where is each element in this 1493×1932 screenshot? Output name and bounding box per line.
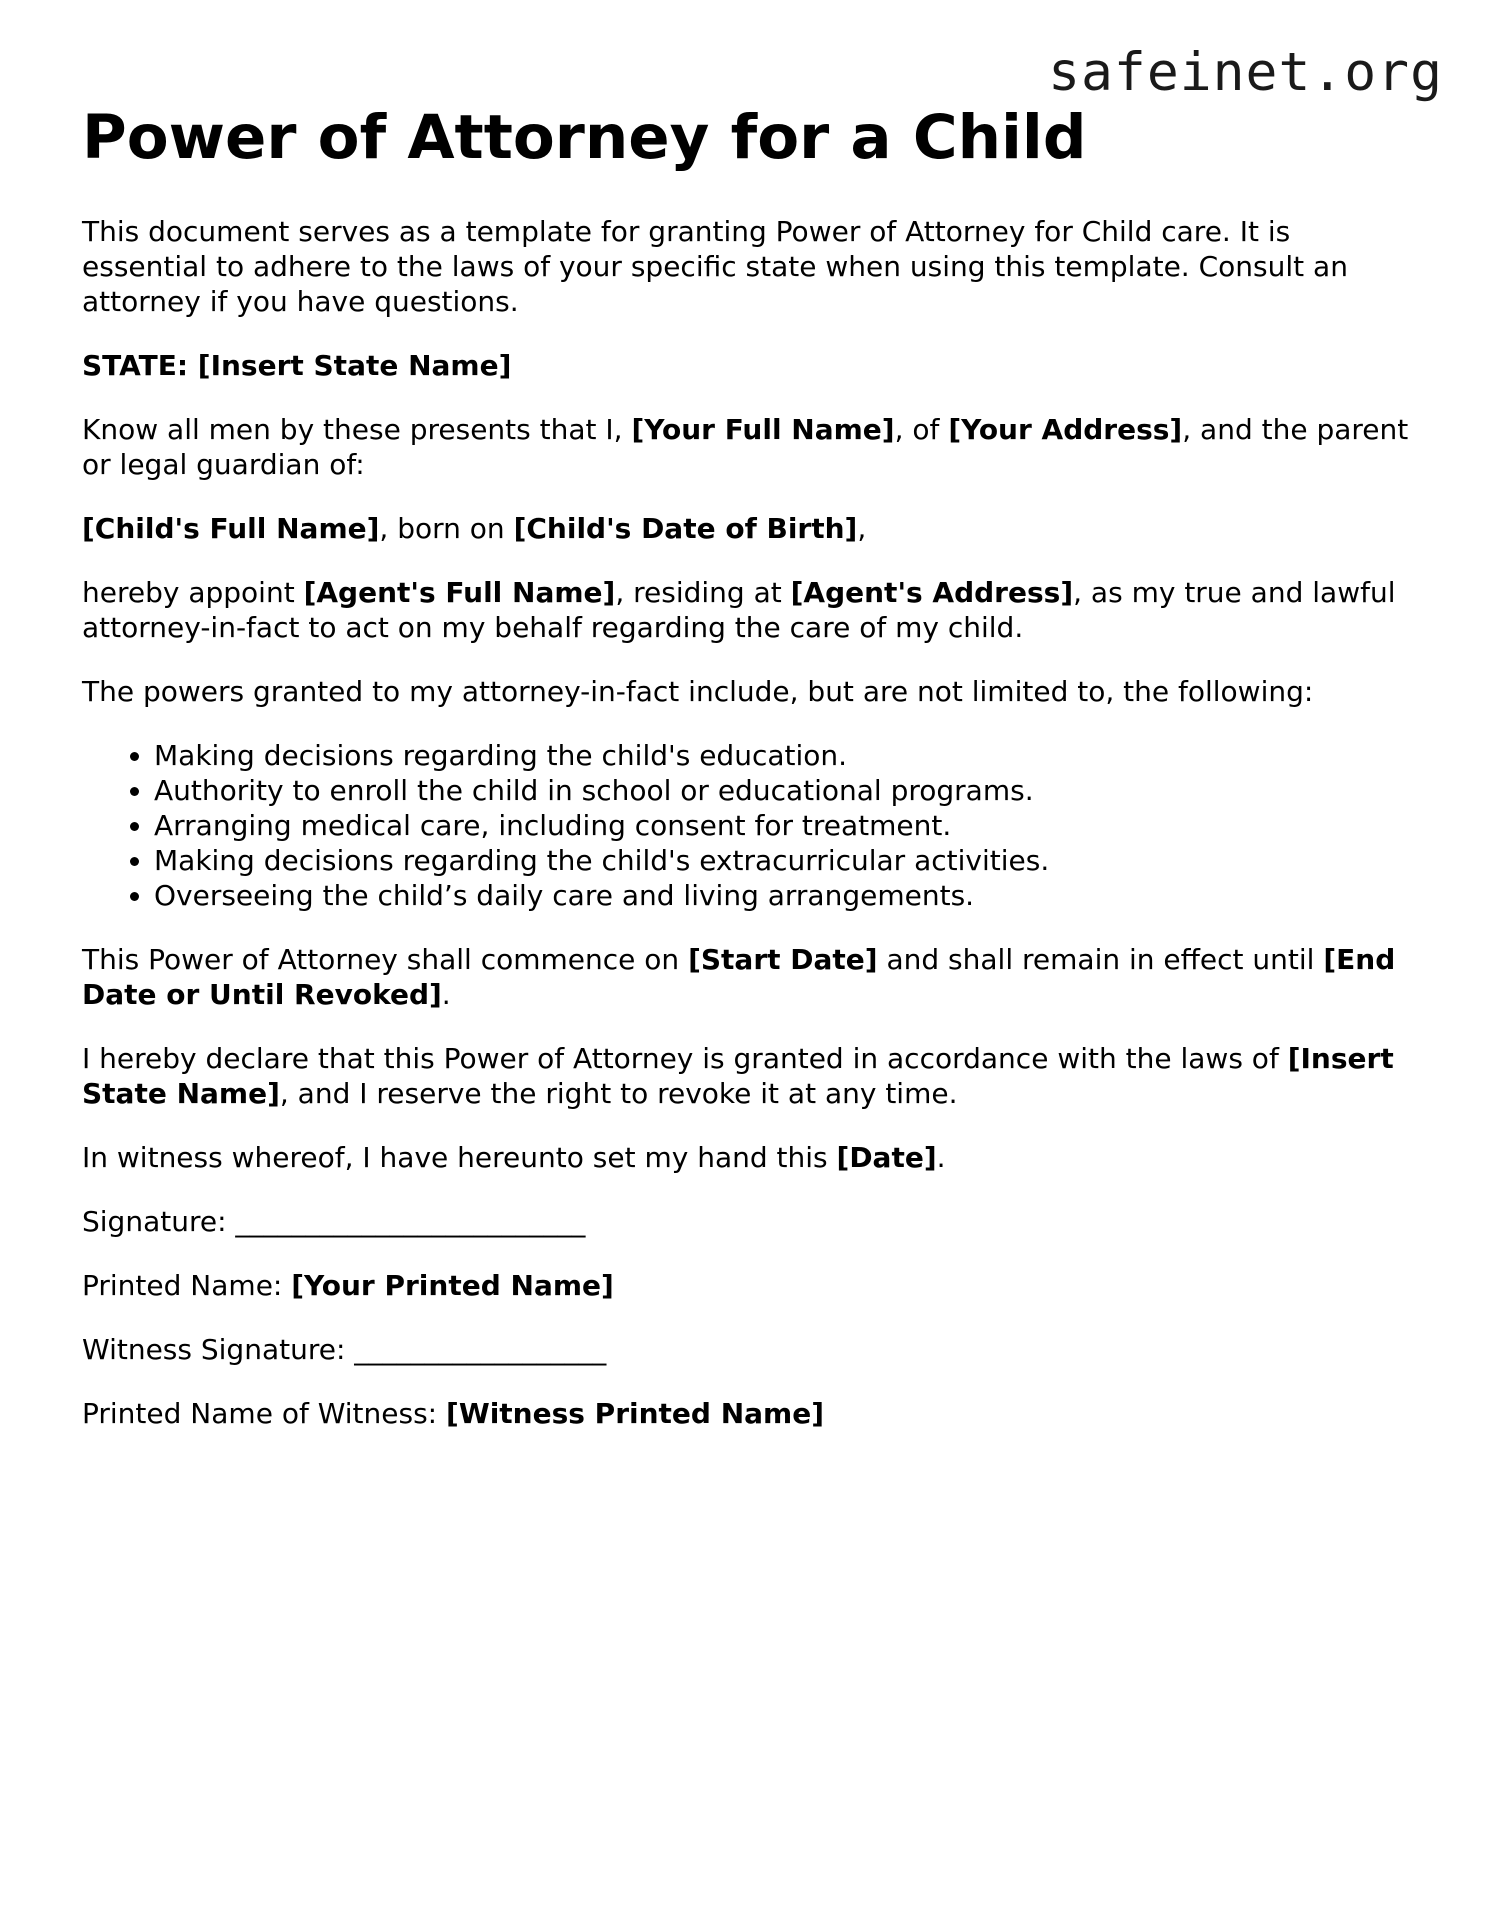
text-span: This Power of Attorney shall commence on [82,943,689,977]
witness-printed-name-placeholder: [Witness Printed Name] [446,1397,825,1431]
child-dob-placeholder: [Child's Date of Birth] [513,512,858,546]
text-span: Know all men by these presents that I, [82,413,632,447]
text-span: , residing at [615,576,791,610]
document-body [82,104,1422,1460]
witness-printed-name-label: Printed Name of Witness: [82,1397,447,1431]
text-span: In witness whereof, I have hereunto set my hand this [82,1141,837,1175]
state-label: STATE: [82,349,189,383]
list-item: • Making decisions regarding the child's education. [154,738,1422,773]
intro-paragraph: This document serves as a template for granting Power of Attorney for Child care. It is essential to adhere to the laws of your specific state when using this template. Consult an attorney if you have questions. [82,215,1348,319]
date-placeholder: [Date] [836,1141,937,1175]
your-address-placeholder: [Your Address] [948,413,1183,447]
list-item: • Arranging medical care, including consent for treatment. [154,808,1422,843]
commence-paragraph [82,942,1422,1012]
printed-name-label: Printed Name: [82,1269,292,1303]
text-span: , born on [379,512,514,546]
signature-blank: _________________________ [235,1205,586,1239]
appoint-paragraph [82,575,1422,645]
printed-name-placeholder: [Your Printed Name] [291,1269,614,1303]
signature-label: Signature: [82,1205,236,1239]
end-date-placeholder: [End Date or Until Revoked] [82,943,1396,1012]
witness-signature-label: Witness Signature: [82,1333,355,1367]
witness-whereof-paragraph [82,1140,1422,1175]
list-item: • Overseeing the child’s daily care and living arrangements. [154,878,1422,913]
child-name-placeholder: [Child's Full Name] [82,512,380,546]
your-full-name-placeholder: [Your Full Name] [631,413,895,447]
text-span: , [857,512,867,546]
text-span: hereby appoint [82,576,304,610]
witness-signature-line [82,1332,1422,1367]
text-span: , of [894,413,949,447]
text-span: . [936,1141,946,1175]
powers-list [82,738,1422,913]
list-item: • Making decisions regarding the child's extracurricular activities. [154,843,1422,878]
witness-signature-blank: __________________ [354,1333,607,1367]
text-span: and shall remain in effect until [877,943,1324,977]
state-line [82,348,1422,383]
start-date-placeholder: [Start Date] [688,943,878,977]
declare-state-placeholder: [Insert State Name] [82,1042,1394,1111]
document-title: Power of Attorney for a Child [82,102,1087,173]
text-span: , and I reserve the right to revoke it at any time. [279,1077,958,1111]
signature-line [82,1204,1422,1239]
know-all-paragraph [82,412,1422,482]
text-span: , as my true and lawful attorney-in-fact to act on my behalf regarding the care of my child. [82,576,1396,645]
text-span: . [441,978,451,1012]
powers-intro: The powers granted to my attorney-in-fact include, but are not limited to, the following: [82,675,1314,709]
text-span: , and the parent or legal guardian of: [82,413,1409,482]
agent-address-placeholder: [Agent's Address] [790,576,1074,610]
agent-name-placeholder: [Agent's Full Name] [303,576,616,610]
watermark-logo: safeinet.org [1048,42,1443,103]
child-paragraph [82,511,1422,546]
state-placeholder: [Insert State Name] [197,349,512,383]
declare-paragraph [82,1041,1422,1111]
list-item: • Authority to enroll the child in school or educational programs. [154,773,1422,808]
witness-printed-name-line [82,1396,1422,1431]
text-span: I hereby declare that this Power of Attorney is granted in accordance with the laws of [82,1042,1288,1076]
printed-name-line [82,1268,1422,1303]
